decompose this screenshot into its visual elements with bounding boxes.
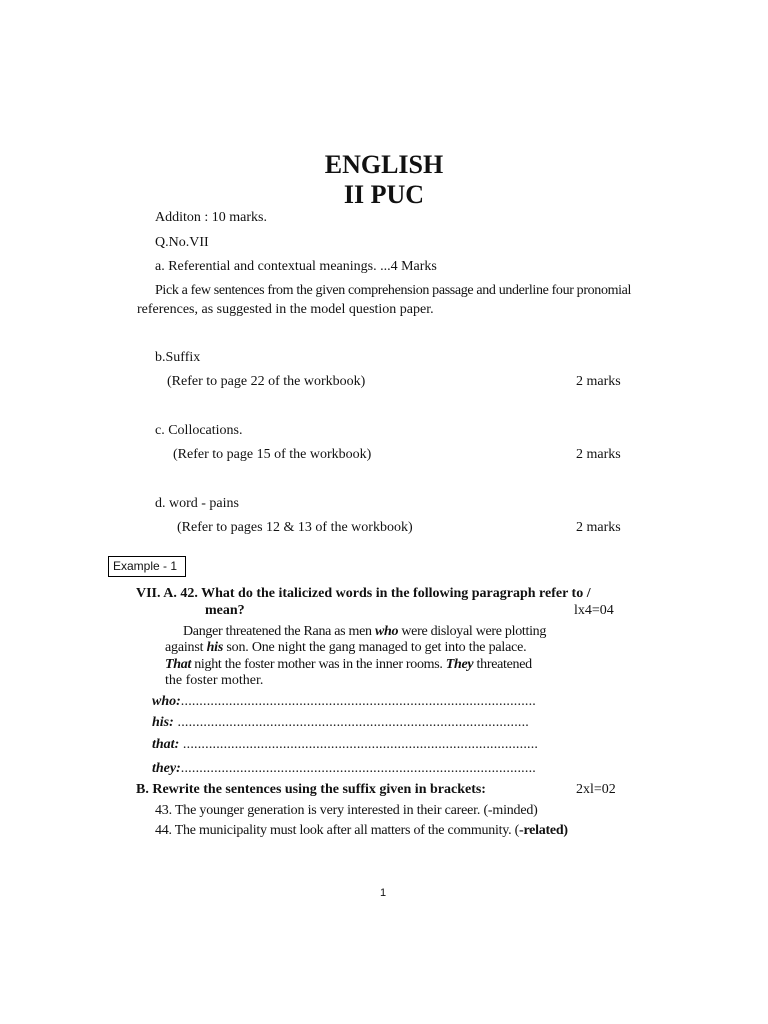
italic-word-who: who — [374, 624, 399, 639]
section-d-refer: (Refer to pages 12 & 13 of the workbook) — [177, 520, 413, 535]
question-44 — [155, 823, 568, 839]
answer-line-they — [152, 761, 536, 777]
answer-line-that — [152, 737, 538, 753]
passage-line-2 — [165, 640, 526, 656]
passage-line-1 — [183, 624, 546, 640]
question-44-suffix: -related) — [519, 823, 568, 838]
part-a-heading: a. Referential and contextual meanings. ...4 Marks — [155, 259, 437, 274]
answer-word: who: — [152, 694, 181, 709]
italic-word-that: That — [165, 657, 192, 672]
passage-text: night the foster mother was in the inner rooms. — [191, 657, 446, 672]
answer-dots: ................................................................................................ — [179, 737, 539, 752]
answer-word: his: — [152, 715, 174, 730]
passage-text: Danger threatened the Rana as men — [183, 624, 375, 639]
passage-text: against — [165, 640, 207, 655]
answer-dots: ................................................................................................ — [180, 761, 536, 776]
question-44-text: 44. The municipality must look after all matters of the community. ( — [155, 823, 520, 838]
passage-line-4: the foster mother. — [165, 673, 264, 688]
section-b-marks: 2 marks — [576, 374, 621, 389]
italic-word-they: They — [445, 657, 474, 672]
instruction-line-1: Pick a few sentences from the given comprehension passage and underline four pronomial — [155, 283, 632, 298]
section-b-refer: (Refer to page 22 of the workbook) — [167, 374, 366, 389]
answer-line-who — [152, 694, 536, 710]
question-43: 43. The younger generation is very interested in their career. (-minded) — [155, 803, 538, 818]
page-number: 1 — [380, 887, 387, 899]
question-42-marks: lx4=04 — [574, 603, 614, 618]
instruction-line-2: references, as suggested in the model question paper. — [137, 302, 434, 317]
passage-text: were disloyal were plotting — [398, 624, 547, 639]
passage-text: son. One night the gang managed to get into the palace. — [223, 640, 527, 655]
section-c-refer: (Refer to page 15 of the workbook) — [173, 447, 372, 462]
answer-word: that: — [152, 737, 180, 752]
italic-word-his: his — [206, 640, 224, 655]
page-subtitle: II PUC — [343, 180, 425, 209]
answer-dots: ................................................................................................ — [180, 694, 536, 709]
example-label-box: Example - 1 — [108, 556, 186, 577]
question-42-line-2: mean? — [205, 603, 245, 618]
section-c-marks: 2 marks — [576, 447, 621, 462]
answer-dots: ............................................................................................... — [173, 715, 529, 730]
addition-text: Additon : 10 marks. — [155, 210, 267, 225]
section-d-heading: d. word - pains — [155, 496, 239, 511]
part-b-heading: B. Rewrite the sentences using the suffix given in brackets: — [136, 782, 486, 797]
section-d-marks: 2 marks — [576, 520, 621, 535]
passage-line-3 — [165, 657, 532, 673]
part-b-marks: 2xl=02 — [576, 782, 616, 797]
question-42-line-1: VII. A. 42. What do the italicized words in the following paragraph refer to / — [136, 586, 591, 601]
section-c-heading: c. Collocations. — [155, 423, 243, 438]
page-title: ENGLISH — [324, 150, 444, 179]
passage-text: threatened — [473, 657, 532, 672]
question-number: Q.No.VII — [155, 235, 209, 250]
section-b-heading: b.Suffix — [155, 350, 201, 365]
answer-word: they: — [152, 761, 181, 776]
answer-line-his — [152, 715, 529, 731]
